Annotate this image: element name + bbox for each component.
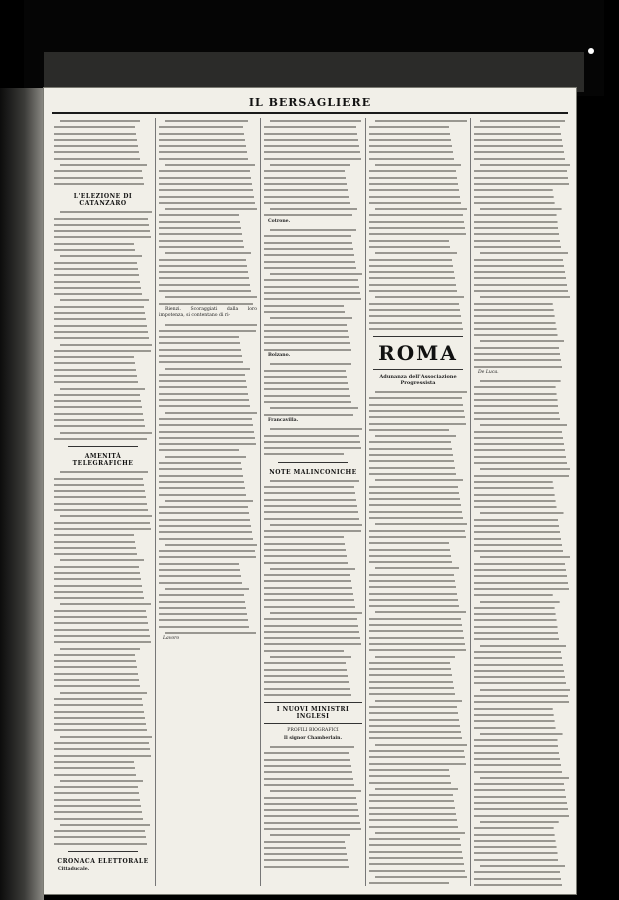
note-malinconiche-text xyxy=(264,478,362,698)
column-2 xyxy=(159,118,257,888)
section-rule xyxy=(68,851,138,852)
column-3-text-d xyxy=(264,426,362,457)
ministri-heading-box xyxy=(264,702,362,724)
column-4 xyxy=(369,118,467,888)
chamberlain-text xyxy=(264,744,362,870)
section-rule xyxy=(68,446,138,447)
subheading-associazione-progressista: Adunanza dell'Associazione Progressista xyxy=(379,374,457,387)
roma-article-text xyxy=(369,389,467,888)
subheading-profili-biografici: PROFILI BIOGRAFICI xyxy=(287,728,339,734)
header-rule xyxy=(52,112,568,114)
heading-cronaca-elettorale: CRONACA ELETTORALE xyxy=(57,858,149,866)
telegrafiche-article-text xyxy=(54,469,152,847)
column-2-text-b xyxy=(159,322,257,637)
section-rule xyxy=(373,336,463,337)
label-lavoro: Lavoro xyxy=(163,636,180,642)
column-3-text-c xyxy=(264,361,362,418)
column-divider xyxy=(365,118,366,886)
catanzaro-sentence: Rienzi. Scoraggiati dalla loro impotenza, si contentano di ri- xyxy=(159,306,257,319)
column-divider xyxy=(470,118,471,886)
column-5 xyxy=(474,118,570,888)
subhead-francavilla: Francavilla. xyxy=(268,417,299,423)
column-3 xyxy=(264,118,362,888)
newspaper-page xyxy=(44,88,576,894)
column-3-text-a xyxy=(264,118,362,219)
column-1-intro-text xyxy=(54,118,152,187)
column-4-text-a xyxy=(369,118,467,332)
column-2-text-a xyxy=(159,118,257,307)
underlying-sheet xyxy=(44,52,584,92)
heading-nuovi-ministri-inglesi: I NUOVI MINISTRI INGLESI xyxy=(276,706,350,721)
column-3-text-b xyxy=(264,227,362,353)
binding-edge xyxy=(0,88,44,900)
heading-elezione-catanzaro: L'ELEZIONE DI CATANZARO xyxy=(73,193,133,208)
heading-note-malinconiche: NOTE MALINCONICHE xyxy=(269,468,357,476)
section-rule xyxy=(373,369,463,370)
subheading-chamberlain: Il signor Chamberlain. xyxy=(283,736,343,742)
scan-marker xyxy=(588,48,594,54)
heading-amenita-telegrafiche: AMENITÀ TELEGRAFICHE xyxy=(72,453,134,468)
column-divider xyxy=(260,118,261,886)
label-de-luca: De Luca. xyxy=(478,369,499,375)
section-rule xyxy=(278,462,348,463)
column-5-text-a xyxy=(474,118,570,370)
catanzaro-article-text xyxy=(54,209,152,442)
subhead-cotrone: Cotrone. xyxy=(268,218,291,224)
subhead-cittaducale: Cittaducale. xyxy=(58,867,90,873)
column-divider xyxy=(155,118,156,886)
subhead-bolzano: Bolzano. xyxy=(268,352,291,358)
heading-roma: ROMA xyxy=(378,341,458,366)
column-1 xyxy=(54,118,152,888)
running-head: IL BERSAGLIERE xyxy=(248,96,372,109)
scan-top-strip xyxy=(24,0,604,96)
column-5-text-b xyxy=(474,378,570,888)
